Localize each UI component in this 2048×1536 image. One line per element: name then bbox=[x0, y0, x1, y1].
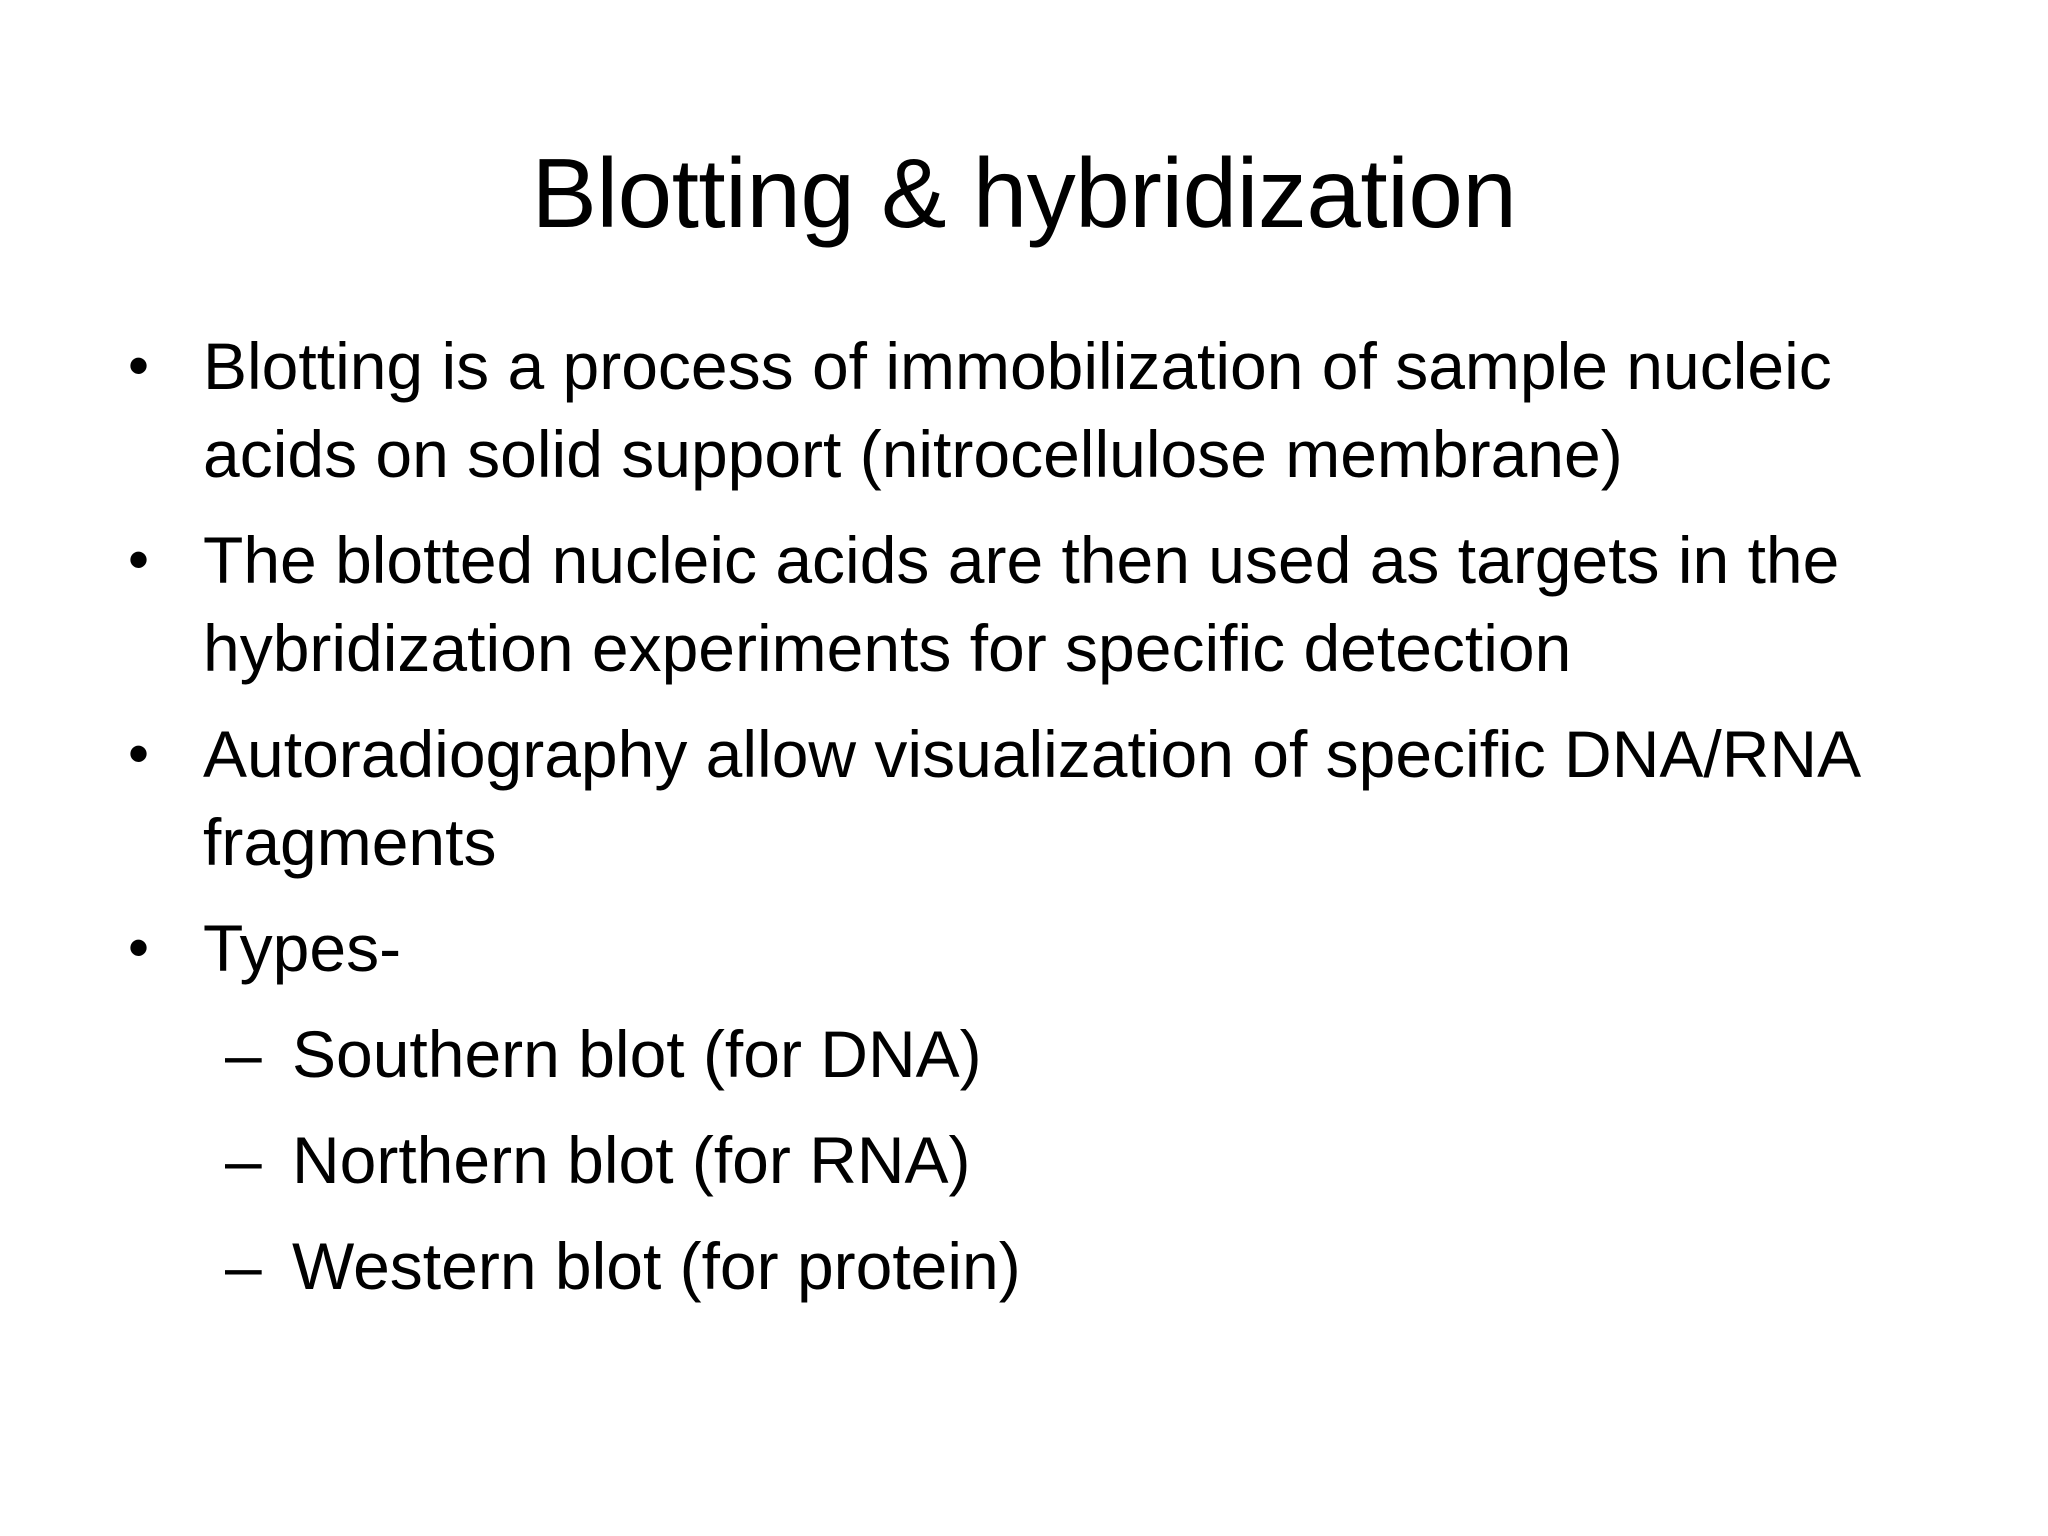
bullet-marker: • bbox=[128, 914, 150, 981]
bullet-item bbox=[120, 516, 1930, 692]
bullet-item bbox=[120, 904, 1930, 992]
subbullet-text: Southern blot (for DNA) bbox=[292, 1017, 982, 1091]
bullet-text: Autoradiography allow visualization of specific DNA/RNA fragments bbox=[203, 717, 1858, 879]
subbullet-item bbox=[120, 1010, 1930, 1098]
subbullet-item bbox=[120, 1222, 1930, 1310]
bullet-text: The blotted nucleic acids are then used as targets in the hybridization experiments for specific detection bbox=[203, 523, 1840, 685]
subbullet-marker: – bbox=[225, 1017, 262, 1091]
subbullet-marker: – bbox=[225, 1123, 262, 1197]
bullet-item bbox=[120, 710, 1930, 886]
slide-content bbox=[120, 322, 1930, 1328]
bullet-marker: • bbox=[128, 720, 150, 787]
bullet-marker: • bbox=[128, 332, 150, 399]
subbullet-text: Northern blot (for RNA) bbox=[292, 1123, 971, 1197]
bullet-marker: • bbox=[128, 526, 150, 593]
slide-title: Blotting & hybridization bbox=[531, 138, 1517, 248]
subbullet-marker: – bbox=[225, 1229, 262, 1303]
subbullet-item bbox=[120, 1116, 1930, 1204]
bullet-text: Types- bbox=[203, 911, 402, 985]
subbullet-text: Western blot (for protein) bbox=[292, 1229, 1021, 1303]
bullet-item bbox=[120, 322, 1930, 498]
bullet-text: Blotting is a process of immobilization of sample nucleic acids on solid support (nitrocellulose membrane) bbox=[203, 329, 1832, 491]
